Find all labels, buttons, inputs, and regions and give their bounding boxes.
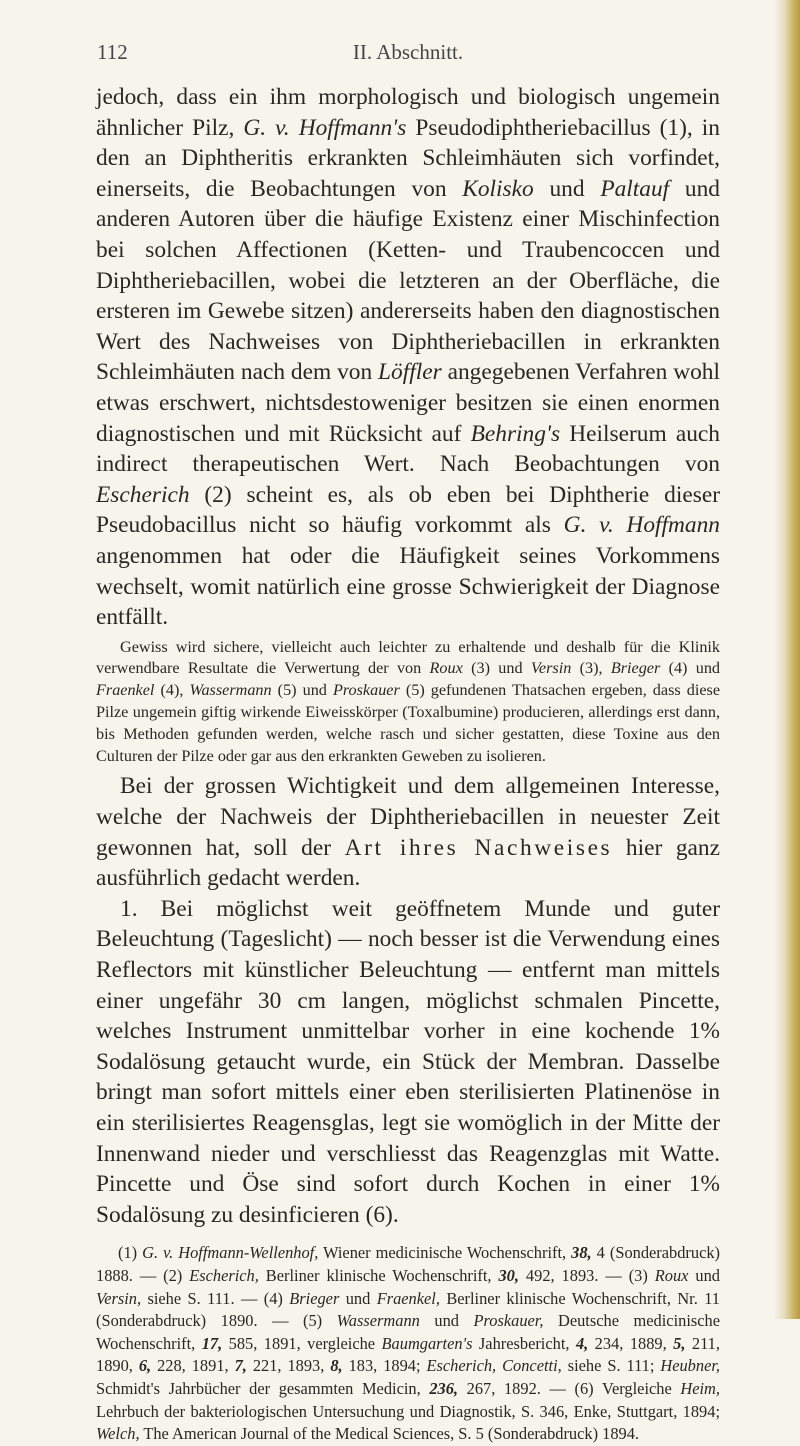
paragraph-4-step-1: 1. Bei möglichst weit geöffnetem Munde und guter Beleuchtung (Tageslicht) — noch besser ist die Verwendung eines Reflectors mit künstlicher Beleuchtung — entfernt man mittels einer ungefähr 30 cm langen, möglichst schmalen Pincette, welches Instrument unmittelbar vorher in eine kochende 1% Sodalösung getaucht wurde, ein Stück der Membran. Dasselbe bringt man sofort mittels einer eben sterilisierten Platinenöse in ein sterilisiertes Reagensglas, legt sie womöglich in der Mitte der Innenwand nieder und verschliesst das Reagenzglas mit Watte. Pincette und Öse sind sofort durch Kochen in einer 1% Sodalösung zu desinficieren (6). — [96, 895, 720, 1228]
author-name: G. v. Hoffmann's — [243, 114, 407, 141]
author-name: Roux — [429, 659, 463, 678]
author-name: Proskauer — [332, 681, 400, 700]
author-name: Escherich — [96, 481, 190, 508]
author-name: G. v. Hoffmann — [563, 512, 720, 539]
running-title: II. Abschnitt. — [352, 40, 464, 64]
page-number: 112 — [97, 40, 128, 64]
paragraph-1: jedoch, dass ein ihm morphologisch und biologisch ungemein ähnlicher Pilz, G. v. Hoffmann's Pseudodiphtheriebacillus (1), in den an Diphtheritis erkrankten Schleimhäuten sich vorfindet, einerseits, die Beobachtungen von Kolisko und Paltauf und anderen Autoren über die häufige Existenz einer Mischinfection bei solchen Affectionen (Ketten- und Traubencoccen und Diphtheriebacillen, wobei die letzteren an der Oberfläche, die ersteren im Gewebe sitzen) andererseits haben den diagnostischen Wert des Nachweises von Diphtheriebacillen in erkrankten Schleimhäuten nach dem von Löffler angegebenen Verfahren wohl etwas erschwert, nichtsdestoweniger besitzen sie einen enormen diagnostischen und mit Rücksicht auf Behring's Heilserum auch indirect therapeutischen Wert. Nach Beobachtungen von Escherich (2) scheint es, als ob eben bei Diphtherie dieser Pseudobacillus nicht so häufig vorkommt als G. v. Hoffmann angenommen hat oder die Häufigkeit seines Vorkommens wechselt, womit natürlich eine grosse Schwierigkeit der Diagnose entfällt. — [96, 84, 721, 631]
author-name: Paltauf — [600, 175, 670, 202]
author-name: Kolisko — [462, 175, 534, 202]
author-name: Löffler — [378, 359, 442, 386]
author-name: Versin — [530, 659, 572, 678]
page-content — [96, 82, 720, 1446]
page-header — [97, 40, 719, 70]
author-name: Brieger — [610, 659, 661, 678]
paragraph-3: Bei der grossen Wichtigkeit und dem allgemeinen Interesse, welche der Nachweis der Diphtheriebacillen in neuester Zeit gewonnen hat, soll der Art ihres Nachweises hier ganz ausführlich gedacht werden. — [96, 773, 721, 892]
spaced-emphasis: Art ihres Nachweises — [344, 834, 613, 861]
footnotes: (1) G. v. Hoffmann-Wellenhof, Wiener medicinische Wochenschrift, 38, 4 (Sonderabdruck) 1888. — (2) Escherich, Berliner klinische Wochenschrift, 30, 492, 1893. — (3) Roux und Versin, siehe S. 111. — (4) Brieger und Fraenkel, Berliner klinische Wochenschrift, Nr. 11 (Sonderabdruck) 1890. — (5) Wassermann und Proskauer, Deutsche medicinische Wochenschrift, 17, 585, 1891, vergleiche Baumgarten's Jahresbericht, 4, 234, 1889, 5, 211, 1890, 6, 228, 1891, 7, 221, 1893, 8, 183, 1894; Escherich, Concetti, siehe S. 111; Heubner, Schmidt's Jahrbücher der gesammten Medicin, 236, 267, 1892. — (6) Vergleiche Heim, Lehrbuch der bakteriologischen Untersuchung und Diagnostik, S. 346, Enke, Stuttgart, 1894; Welch, The American Journal of the Medical Sciences, S. 5 (Sonderabdruck) 1894. — [96, 1243, 721, 1444]
page-edge-stain — [774, 0, 800, 1319]
author-name: Fraenkel — [96, 681, 155, 700]
paragraph-2-small-print: Gewiss wird sichere, vielleicht auch leichter zu erhaltende und deshalb für die Klinik verwendbare Resultate die Verwertung der von Roux (3) und Versin (3), Brieger (4) und Fraenkel (4), Wassermann (5) und Proskauer (5) gefundenen Thatsachen ergeben, dass diese Pilze ungemein giftig wirkende Eiweisskörper (Toxalbumine) producieren, allerdings erst dann, bis Methoden gefunden werden, welche rasch und sicher gestatten, diese Toxine aus den Culturen der Pilze oder gar aus den erkrankten Geweben zu isolieren. — [96, 637, 721, 765]
author-name: Wassermann — [189, 681, 272, 700]
author-name: Behring's — [470, 420, 561, 447]
